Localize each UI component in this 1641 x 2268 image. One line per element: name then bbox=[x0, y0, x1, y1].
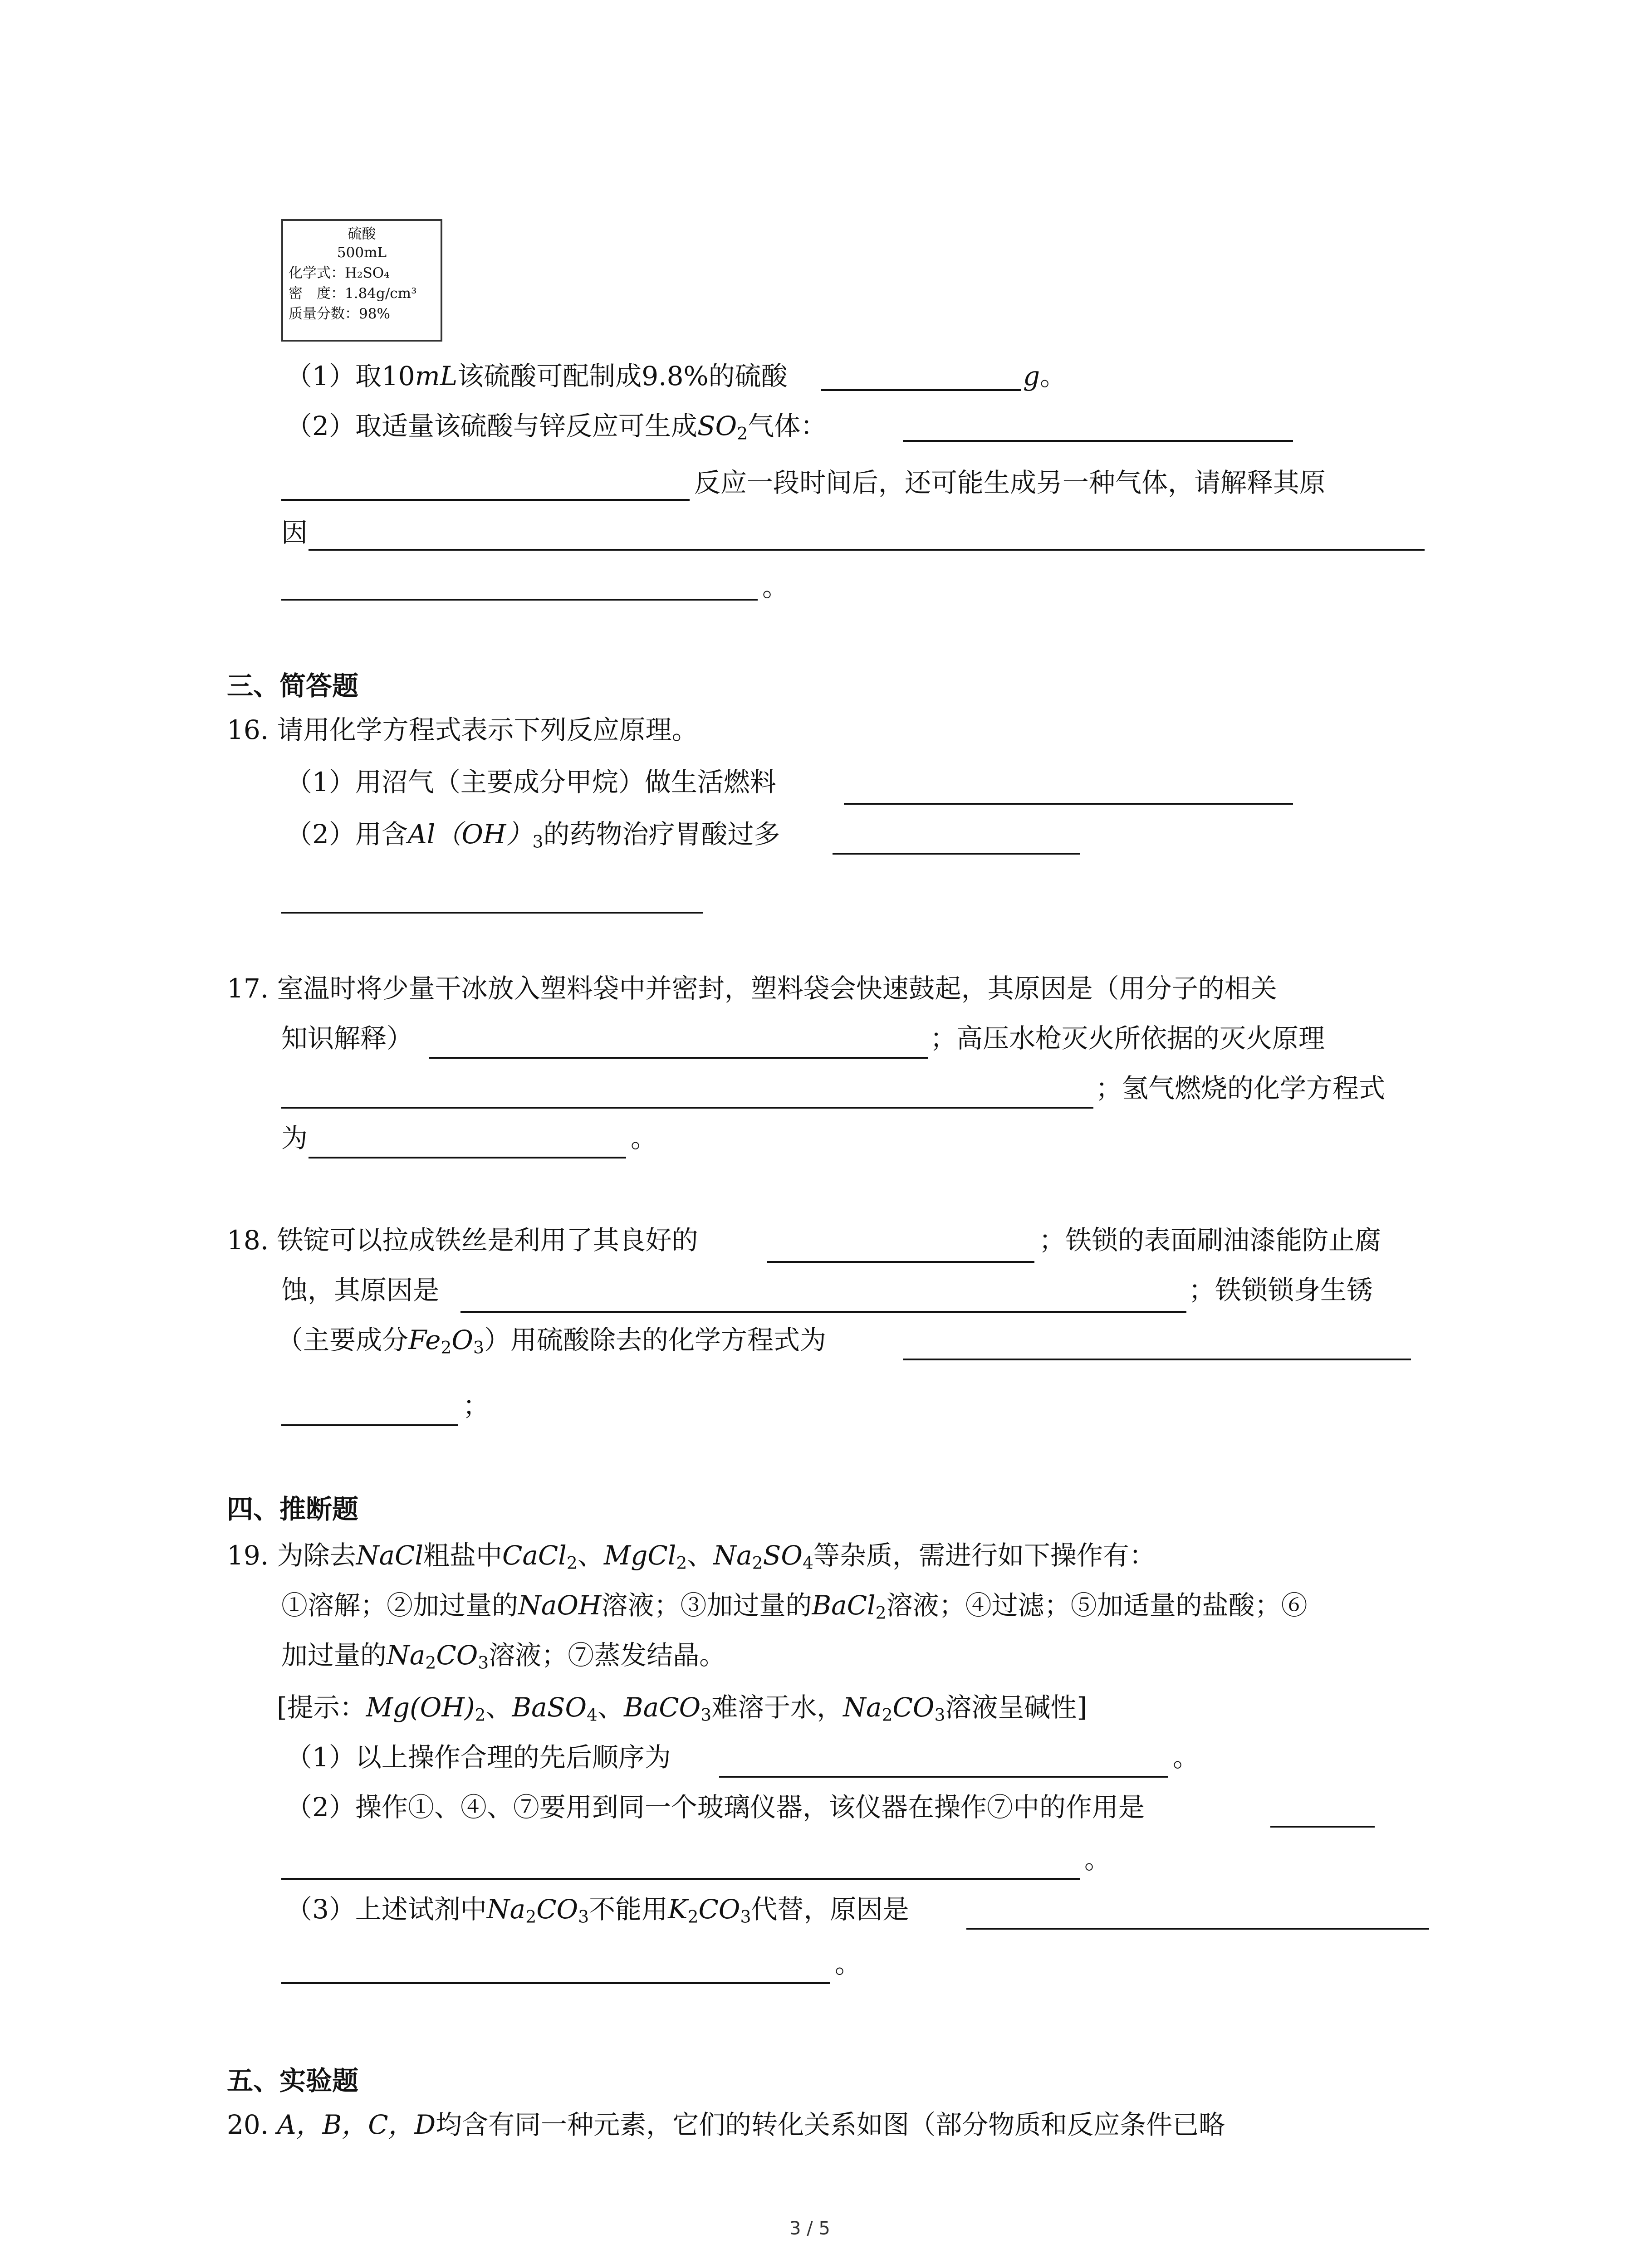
q15-blank-2[interactable] bbox=[903, 440, 1293, 442]
reagent-label bbox=[281, 219, 442, 342]
label-density: 密 度：1.84g/cm³ bbox=[289, 285, 417, 302]
q19-part2-end: 。 bbox=[1084, 1844, 1111, 1875]
q15-part3: 反应一段时间后，还可能生成另一种气体，请解释其原 bbox=[694, 467, 1326, 498]
q19-part1: （1）以上操作合理的先后顺序为 bbox=[286, 1742, 671, 1773]
q19-part3-end: 。 bbox=[835, 1948, 862, 1979]
section-3-heading: 三、简答题 bbox=[227, 670, 359, 701]
q19-line3: 加过量的$Na_2CO_3$溶液；⑦蒸发结晶。 bbox=[281, 1640, 726, 1673]
q19-line1: 19. 为除去NaCl粗盐中CaCl$_2$、MgCl$_2$、$Na_2SO_4$等杂质，需进行如下操作有： bbox=[227, 1540, 1156, 1573]
q17-line2a: 知识解释） bbox=[281, 1023, 413, 1054]
q19-blank-1[interactable] bbox=[719, 1776, 1168, 1778]
q16-blank-3[interactable] bbox=[281, 912, 703, 914]
q16-blank-1[interactable] bbox=[844, 803, 1293, 805]
q18-blank-4[interactable] bbox=[281, 1424, 458, 1426]
q18-line1b: ；铁锁的表面刷油漆能防止腐 bbox=[1039, 1225, 1381, 1256]
q15-blank-5[interactable] bbox=[281, 599, 758, 601]
q19-blank-2b[interactable] bbox=[281, 1878, 1080, 1880]
q15-end: 。 bbox=[762, 572, 789, 602]
q15-unit: g。 bbox=[1023, 361, 1067, 391]
q17-end: 。 bbox=[631, 1123, 657, 1154]
q17-line3b: ；氢气燃烧的化学方程式 bbox=[1096, 1073, 1386, 1104]
q15-part2: （2）取适量该硫酸与锌反应可生成$SO_2$气体： bbox=[286, 411, 827, 444]
q15-part4: 因 bbox=[281, 517, 308, 548]
q15-blank-1[interactable] bbox=[821, 389, 1021, 391]
label-fraction: 质量分数：98% bbox=[289, 306, 390, 322]
q19-blank-3a[interactable] bbox=[966, 1928, 1429, 1930]
q15-part1: （1）取10mL该硫酸可配制成9.8%的硫酸 bbox=[286, 361, 788, 391]
q18-line1a: 18. 铁锭可以拉成铁丝是利用了其良好的 bbox=[227, 1225, 698, 1256]
q18-blank-3[interactable] bbox=[903, 1359, 1411, 1360]
q16-stem: 16. 请用化学方程式表示下列反应原理。 bbox=[227, 714, 698, 745]
q18-line3: （主要成分$Fe_2O_3$）用硫酸除去的化学方程式为 bbox=[277, 1325, 826, 1358]
q18-blank-1[interactable] bbox=[767, 1261, 1034, 1263]
q18-line2a: 蚀，其原因是 bbox=[281, 1275, 440, 1305]
label-volume: 500mL bbox=[337, 244, 387, 261]
q20-line1: 20. A，B，C，D均含有同一种元素，它们的转化关系如图（部分物质和反应条件已略 bbox=[227, 2109, 1225, 2140]
label-name: 硫酸 bbox=[348, 226, 376, 242]
q17-blank-3[interactable] bbox=[309, 1157, 626, 1158]
q18-end: ； bbox=[463, 1390, 490, 1421]
q19-part3: （3）上述试剂中$Na_2CO_3$不能用$K_2CO_3$代替，原因是 bbox=[286, 1894, 909, 1927]
q19-line2: ①溶解；②加过量的NaOH溶液；③加过量的BaCl$_2$溶液；④过滤；⑤加适量的盐酸；⑥ bbox=[281, 1590, 1308, 1623]
page-number: 3 / 5 bbox=[789, 2218, 830, 2239]
q18-blank-2[interactable] bbox=[460, 1311, 1186, 1313]
q16-part1: （1）用沼气（主要成分甲烷）做生活燃料 bbox=[286, 767, 776, 797]
q17-blank-2[interactable] bbox=[281, 1107, 1093, 1109]
q17-blank-1[interactable] bbox=[429, 1057, 928, 1059]
q19-part2: （2）操作①、④、⑦要用到同一个玻璃仪器，该仪器在操作⑦中的作用是 bbox=[286, 1792, 1145, 1823]
section-4-heading: 四、推断题 bbox=[227, 1494, 359, 1525]
q18-line2b: ；铁锁锁身生锈 bbox=[1189, 1275, 1373, 1305]
q15-blank-4[interactable] bbox=[309, 549, 1425, 551]
section-5-heading: 五、实验题 bbox=[227, 2065, 359, 2096]
q16-blank-2[interactable] bbox=[833, 853, 1080, 855]
q17-line2b: ；高压水枪灭火所依据的灭火原理 bbox=[930, 1023, 1325, 1054]
label-formula: 化学式：H₂SO₄ bbox=[289, 265, 390, 281]
q17-line4a: 为 bbox=[281, 1123, 308, 1154]
q15-blank-3[interactable] bbox=[281, 499, 690, 501]
q17-line1: 17. 室温时将少量干冰放入塑料袋中并密封，塑料袋会快速鼓起，其原因是（用分子的相关 bbox=[227, 973, 1277, 1004]
q19-blank-3b[interactable] bbox=[281, 1982, 830, 1984]
q19-blank-2a[interactable] bbox=[1270, 1826, 1375, 1828]
q19-hint: [提示：$Mg(OH)_2$、BaSO$_4$、BaCO$_3$难溶于水，$Na_2CO_3$溶液呈碱性] bbox=[277, 1692, 1087, 1725]
q19-part1-end: 。 bbox=[1173, 1742, 1200, 1773]
q16-part2: （2）用含$Al(OH)_3$的药物治疗胃酸过多 bbox=[286, 819, 780, 852]
